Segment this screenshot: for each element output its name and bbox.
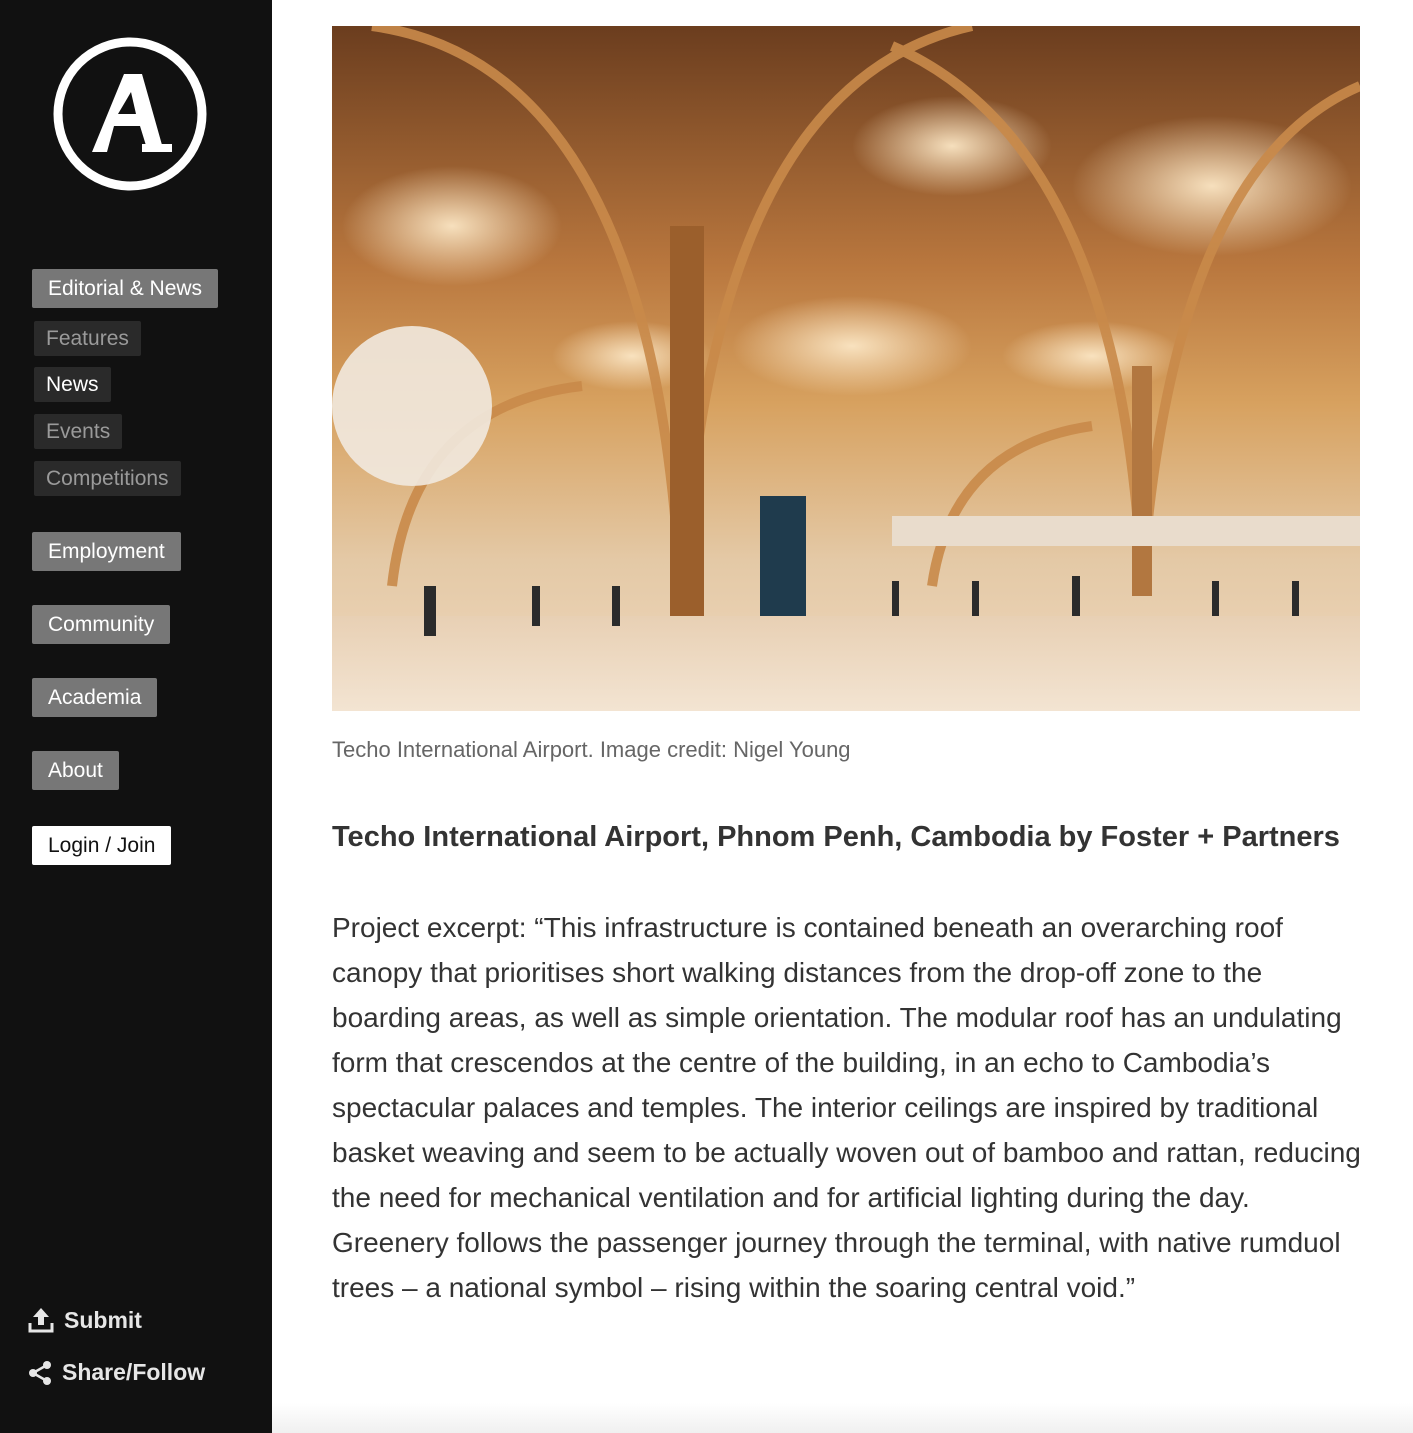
subnav-features[interactable]: Features: [34, 321, 141, 356]
article: [332, 26, 1360, 1310]
nav-academia[interactable]: Academia: [32, 678, 157, 717]
image-caption: Techo International Airport. Image credit: Nigel Young: [332, 737, 851, 762]
nav-community[interactable]: Community: [32, 605, 170, 644]
share-follow-link[interactable]: [28, 1359, 205, 1386]
subnav-news[interactable]: News: [34, 367, 111, 402]
archinect-logo[interactable]: [52, 36, 208, 192]
article-body: Project excerpt: “This infrastructure is contained beneath an overarching roof canopy that prioritises short walking distances from the drop-off zone to the boarding areas, as well as simple orientation. The modular roof has an undulating form that crescendos at the centre of the building, in an echo to Cambodia’s spectacular palaces and temples. The interior ceilings are inspired by traditional basket weaving and seem to be actually woven out of bamboo and rattan, reducing the need for mechanical ventilation and for artificial lighting during the day. Greenery follows the passenger journey through the terminal, with native rumduol trees – a national symbol – rising within the soaring central void.”: [332, 912, 1361, 1303]
nav-about[interactable]: About: [32, 751, 119, 790]
nav-employment[interactable]: Employment: [32, 532, 181, 571]
subnav-events[interactable]: Events: [34, 414, 122, 449]
article-headline: Techo International Airport, Phnom Penh, Cambodia by Foster + Partners: [332, 821, 1340, 853]
article-hero-image[interactable]: [332, 26, 1360, 711]
airport-interior-illustration: [332, 26, 1360, 711]
sidebar: [0, 0, 272, 1433]
subnav-competitions[interactable]: Competitions: [34, 461, 181, 496]
nav-editorial-news[interactable]: Editorial & News: [32, 269, 218, 308]
login-join-button[interactable]: Login / Join: [32, 826, 171, 865]
share-icon: [28, 1360, 52, 1386]
share-follow-label: Share/Follow: [62, 1359, 206, 1385]
upload-icon: [28, 1306, 54, 1334]
bottom-fade: [272, 1403, 1413, 1433]
submit-link[interactable]: [28, 1306, 142, 1334]
submit-label: Submit: [64, 1306, 142, 1333]
